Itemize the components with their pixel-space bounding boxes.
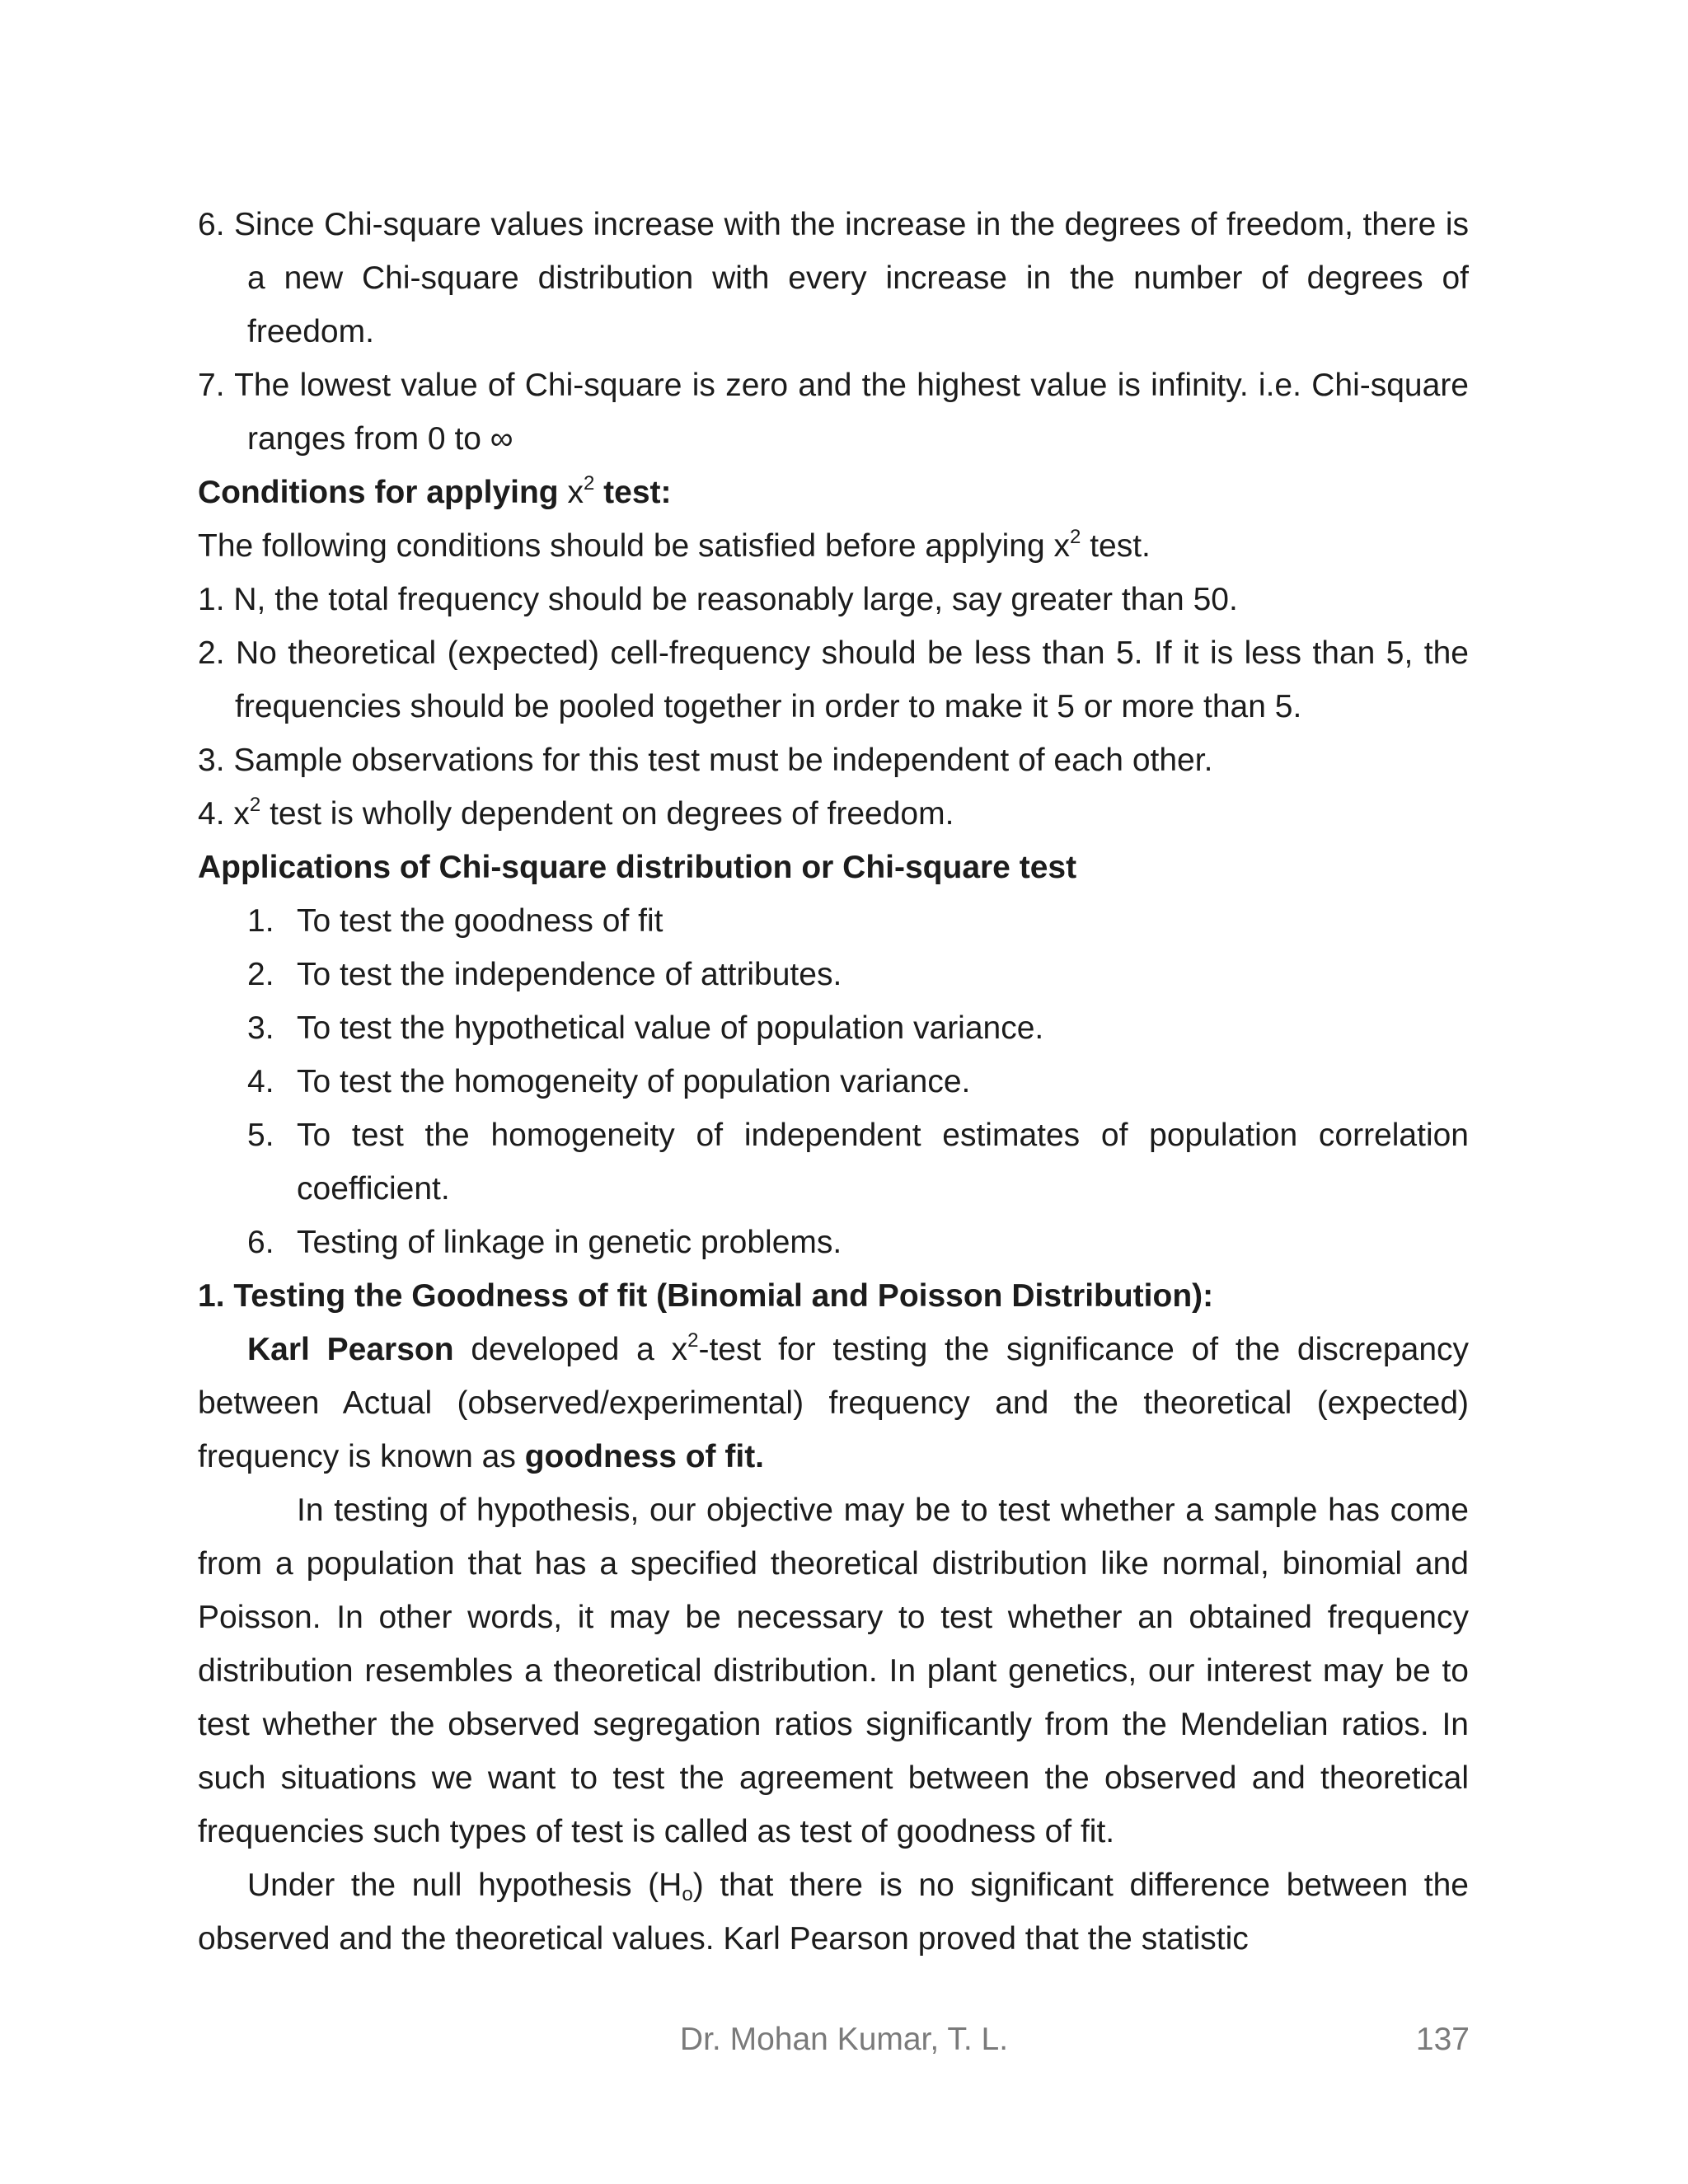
conditions-heading-sup: 2 bbox=[583, 472, 595, 494]
conditions-heading-tail: test: bbox=[594, 475, 672, 510]
goodness-paragraph-2-line-5: test whether the observed segregation ratios significantly from the Mendelian ratios. In bbox=[198, 1707, 1469, 1742]
conditions-intro-tail: test. bbox=[1081, 528, 1151, 564]
goodness-paragraph-2-line-7: frequencies such types of test is called as test of goodness of fit. bbox=[198, 1814, 1115, 1849]
application-item-4 bbox=[198, 1055, 1469, 1108]
goodness-p3-text: Under the null hypothesis (H bbox=[247, 1868, 682, 1903]
goodness-paragraph-2-line-6: such situations we want to test the agreement between the observed and theoretical bbox=[198, 1760, 1469, 1796]
goodness-heading: 1. Testing the Goodness of fit (Binomial and Poisson Distribution): bbox=[198, 1278, 1214, 1314]
list-item-7-line-1: 7. The lowest value of Chi-square is zero and the highest value is infinity. i.e. Chi-square bbox=[198, 368, 1469, 403]
goodness-paragraph-3-line-2: observed and the theoretical values. Karl Pearson proved that the statistic bbox=[198, 1921, 1249, 1957]
goodness-paragraph-2-line-2: from a population that has a specified theoretical distribution like normal, binomial and bbox=[198, 1546, 1469, 1582]
application-item-6 bbox=[198, 1216, 1469, 1269]
goodness-p1-tail: -test for testing the significance of the discrepancy bbox=[698, 1332, 1470, 1367]
application-item-number: 3. bbox=[247, 1010, 274, 1046]
application-item-text: Testing of linkage in genetic problems. bbox=[297, 1225, 842, 1260]
application-item-number: 2. bbox=[247, 957, 274, 992]
goodness-of-fit-term: goodness of fit. bbox=[524, 1439, 765, 1474]
condition-item-4-text: 4. x bbox=[198, 796, 250, 832]
conditions-heading-x: x bbox=[567, 475, 584, 510]
document-page bbox=[198, 198, 1469, 1966]
condition-item-2-line-1: 2. No theoretical (expected) cell-frequency should be less than 5. If it is less than 5, the bbox=[198, 635, 1469, 671]
goodness-paragraph-1-line-1 bbox=[198, 1323, 1469, 1376]
application-item-text: To test the hypothetical value of population variance. bbox=[297, 1010, 1044, 1046]
application-item-5-continuation: coefficient. bbox=[297, 1171, 450, 1207]
condition-item-2-line-2: frequencies should be pooled together in order to make it 5 or more than 5. bbox=[235, 689, 1302, 724]
goodness-p1-l3-text: frequency is known as bbox=[198, 1439, 525, 1474]
applications-list bbox=[198, 894, 1469, 1269]
goodness-p1-text: developed a x bbox=[453, 1332, 688, 1367]
list-item-7-line-2: ranges from 0 to ∞ bbox=[247, 421, 513, 457]
application-item-number: 5. bbox=[247, 1118, 274, 1153]
conditions-intro-text: The following conditions should be satisfied before applying x bbox=[198, 528, 1070, 564]
goodness-p1-sup: 2 bbox=[687, 1329, 699, 1352]
list-item-6-line-3: freedom. bbox=[247, 314, 374, 349]
condition-item-4 bbox=[198, 787, 1469, 841]
conditions-heading-text: Conditions for applying bbox=[198, 475, 568, 510]
application-item-1 bbox=[198, 894, 1469, 948]
application-item-text: To test the independence of attributes. bbox=[297, 957, 842, 992]
conditions-intro-sup: 2 bbox=[1070, 526, 1081, 548]
goodness-paragraph-2-line-1: In testing of hypothesis, our objective may be to test whether a sample has come bbox=[297, 1493, 1469, 1528]
goodness-paragraph-2-line-3: Poisson. In other words, it may be necessary to test whether an obtained frequency bbox=[198, 1600, 1469, 1635]
list-item-6-line-2: a new Chi-square distribution with every increase in the number of degrees of bbox=[247, 260, 1469, 296]
application-item-number: 6. bbox=[247, 1225, 274, 1260]
goodness-p3-sub: o bbox=[682, 1883, 693, 1905]
application-item-5 bbox=[198, 1108, 1469, 1162]
application-item-text: To test the homogeneity of population variance. bbox=[297, 1064, 971, 1099]
condition-item-3: 3. Sample observations for this test must be independent of each other. bbox=[198, 743, 1213, 778]
application-item-text: To test the goodness of fit bbox=[297, 903, 663, 939]
application-item-text: To test the homogeneity of independent estimates of population correlation bbox=[297, 1118, 1469, 1153]
goodness-paragraph-2-line-4: distribution resembles a theoretical distribution. In plant genetics, our interest may be to bbox=[198, 1653, 1469, 1689]
condition-item-4-tail: test is wholly dependent on degrees of freedom. bbox=[260, 796, 954, 832]
application-item-2 bbox=[198, 948, 1469, 1001]
application-item-3 bbox=[198, 1001, 1469, 1055]
goodness-paragraph-3-line-1 bbox=[198, 1858, 1469, 1912]
goodness-paragraph-1-line-3 bbox=[198, 1430, 1469, 1483]
applications-heading: Applications of Chi-square distribution or Chi-square test bbox=[198, 850, 1077, 885]
conditions-intro bbox=[198, 519, 1469, 573]
page-footer bbox=[0, 2022, 1688, 2071]
condition-item-4-sup: 2 bbox=[249, 794, 261, 816]
goodness-p3-tail: ) that there is no significant difference between the bbox=[692, 1868, 1469, 1903]
condition-item-1: 1. N, the total frequency should be reasonably large, say greater than 50. bbox=[198, 582, 1238, 617]
list-item-6-line-1: 6. Since Chi-square values increase with the increase in the degrees of freedom, there is bbox=[198, 207, 1469, 242]
karl-pearson-name: Karl Pearson bbox=[247, 1332, 454, 1367]
conditions-heading bbox=[198, 466, 1469, 519]
goodness-paragraph-1-line-2: between Actual (observed/experimental) frequency and the theoretical (expected) bbox=[198, 1385, 1469, 1421]
page-number: 137 bbox=[1415, 2022, 1470, 2057]
application-item-number: 4. bbox=[247, 1064, 274, 1099]
application-item-number: 1. bbox=[247, 903, 274, 939]
footer-author: Dr. Mohan Kumar, T. L. bbox=[679, 2022, 1009, 2057]
